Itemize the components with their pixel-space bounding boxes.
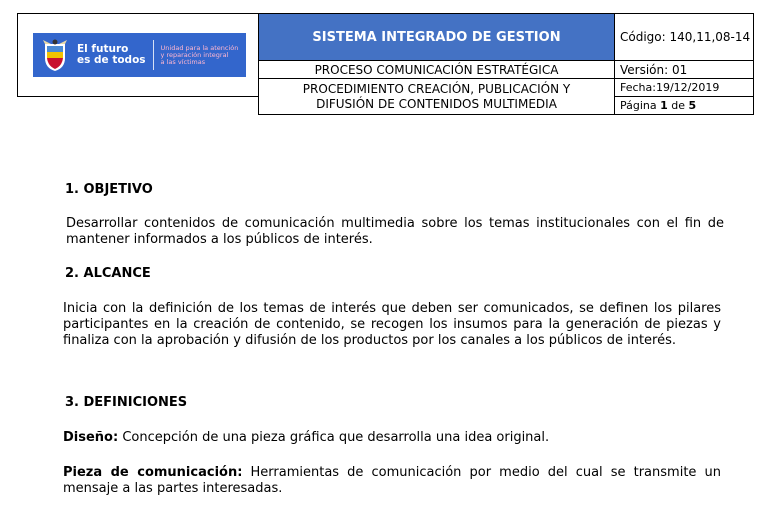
logo-main-line2: es de todos [77,54,146,66]
logo-sub-line3: a las víctimas [160,57,206,66]
definition-design-term: Diseño: [63,430,119,445]
page-current: 1 [660,99,668,112]
logo-sub-line1: Unidad para la atención [160,43,239,52]
scope-text: Inicia con la definición de los temas de interés que deben ser comunicados, se definen los pilares participantes en la creación de contenido, se recogen los insumos para la generación de piezas y finaliza con la aprobación y difusión de los productos por los canales a los públicos de interés. [63,301,721,348]
definition-piece [63,465,721,497]
logo-main-line1: El futuro [77,43,129,55]
document-version: Versión: 01 [615,61,754,79]
page-total: 5 [688,99,697,112]
page-of: de [667,99,689,112]
logo-cell [18,14,259,97]
definition-design [63,430,721,446]
procedure-line1: PROCEDIMIENTO CREACIÓN, PUBLICACIÓN Y [302,81,571,96]
institution-logo [33,33,246,77]
logo-main-text [77,44,146,66]
page-prefix: Página [620,99,661,112]
logo-sub-text [161,45,239,66]
document-date: Fecha:19/12/2019 [615,79,754,97]
logo-cell-spacer [18,97,259,115]
procedure-line2: DIFUSIÓN DE CONTENIDOS MULTIMEDIA [316,96,557,111]
coat-of-arms-icon [41,38,69,72]
page-number [615,97,754,115]
logo-separator [153,40,154,70]
definition-piece-text: Herramientas de comunicación por medio del cual se transmite un mensaje a las partes interesadas. [63,465,721,496]
document-code: Código: 140,11,08-14 [615,14,754,61]
procedure-name [259,79,615,115]
process-name: PROCESO COMUNICACIÓN ESTRATÉGICA [259,61,615,79]
definition-piece-term: Pieza de comunicación: [63,465,243,480]
system-title: SISTEMA INTEGRADO DE GESTION [259,14,615,61]
scope-heading: 2. ALCANCE [65,266,151,281]
definitions-heading: 3. DEFINICIONES [65,395,188,410]
objective-text: Desarrollar contenidos de comunicación multimedia sobre los temas institucionales con el fin de mantener informados a los públicos de interés. [66,216,724,247]
logo-sub-line2: y reparación integral [160,50,229,59]
definition-design-text: Concepción de una pieza gráfica que desarrolla una idea original. [118,430,550,445]
objective-heading: 1. OBJETIVO [65,182,153,197]
document-header-table [17,13,754,115]
